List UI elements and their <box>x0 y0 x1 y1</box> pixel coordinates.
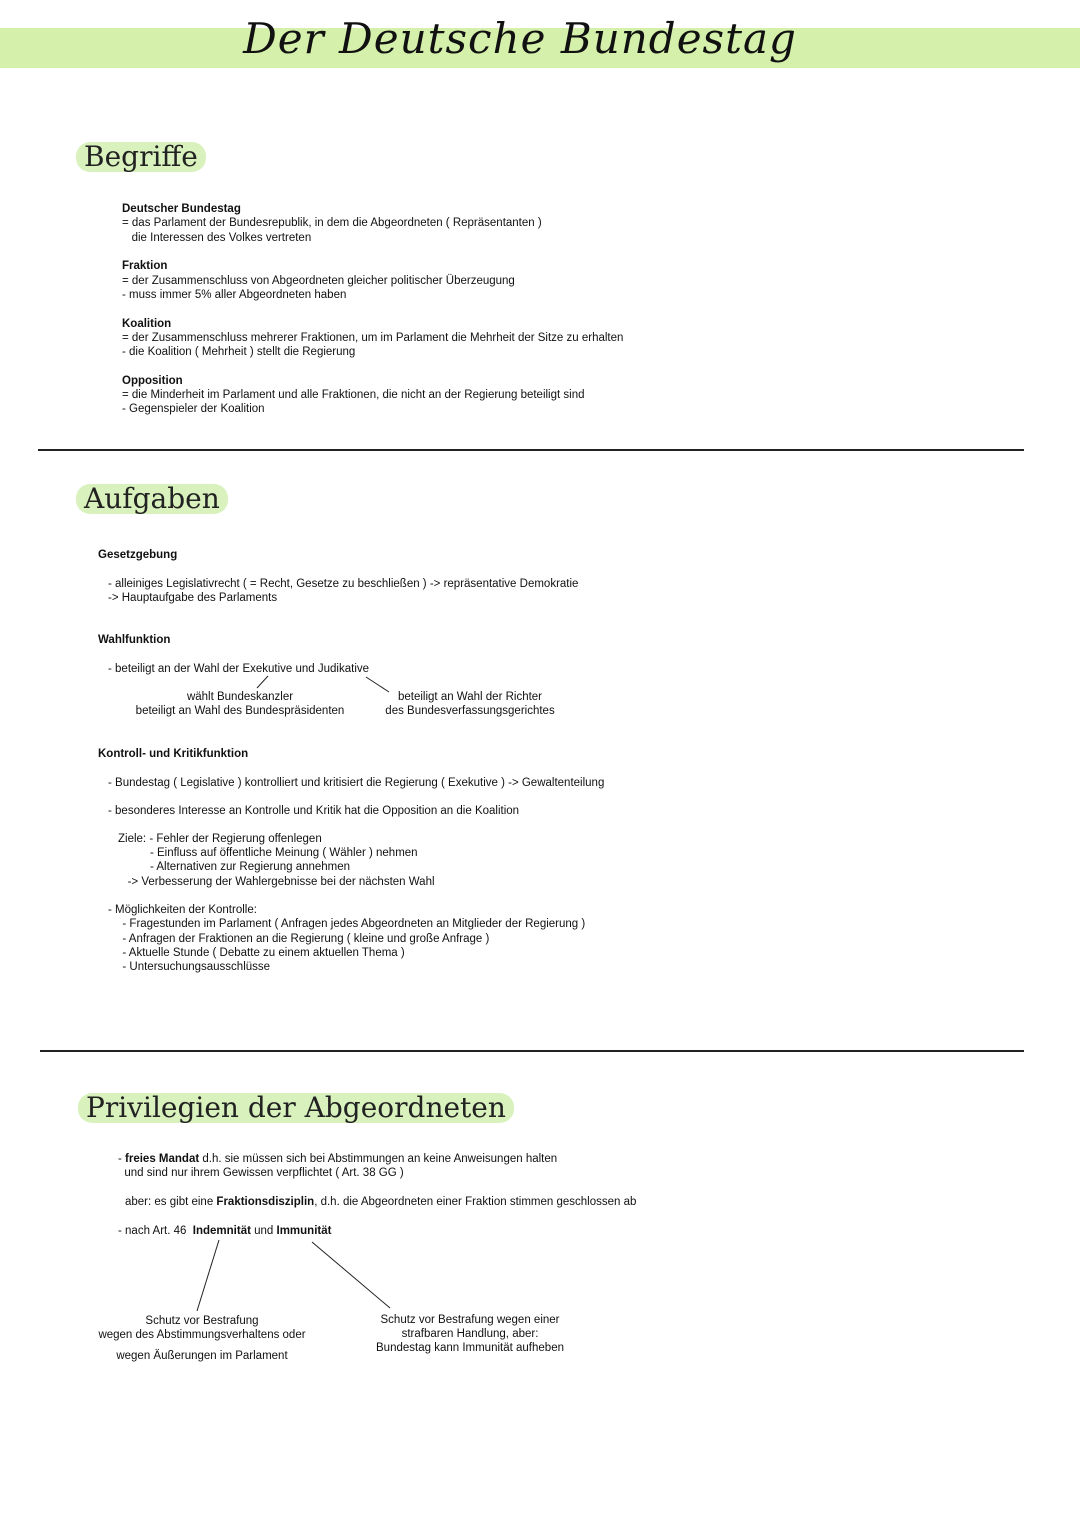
branch-left-line: wählt Bundeskanzler <box>186 691 294 703</box>
text-line: - Bundestag ( Legislative ) kontrolliert und kritisiert die Regierung ( Exekutive ) -> Gewaltenteilung <box>108 777 605 789</box>
mandat-line: - freies Mandat d.h. sie müssen sich bei Abstimmungen an keine Anweisungen halten <box>118 1153 558 1165</box>
kontrolle-line: - Möglichkeiten der Kontrolle: <box>108 904 257 916</box>
term-koalition: Koalition <box>122 318 172 330</box>
ziele-line: Ziele: - Fehler der Regierung offenlegen <box>118 833 322 845</box>
definition-line: = die Minderheit im Parlament und alle Fraktionen, die nicht an der Regierung beteiligt sind <box>122 389 585 401</box>
text-line: - beteiligt an der Wahl der Exekutive und Judikative <box>108 663 370 675</box>
text-line: - alleiniges Legislativrecht ( = Recht, Gesetze zu beschließen ) -> repräsentative Demokratie <box>108 578 579 590</box>
immunitaet-text: Schutz vor Bestrafung wegen einer <box>380 1314 560 1326</box>
kontrolle-line: - Aktuelle Stunde ( Debatte zu einem aktuellen Thema ) <box>116 947 405 959</box>
term-fraktion: Fraktion <box>122 260 168 272</box>
aber-line: aber: es gibt eine Fraktionsdisziplin, d.h. die Abgeordneten einer Fraktion stimmen geschlossen ab <box>125 1196 637 1208</box>
term-indemnitaet: Indemnität <box>192 1225 251 1237</box>
indemnitaet-text: Schutz vor Bestrafung <box>145 1315 259 1327</box>
immunitaet-text: Bundestag kann Immunität aufheben <box>376 1342 564 1354</box>
definition-line: die Interessen des Volkes vertreten <box>122 232 312 244</box>
text-line: -> Hauptaufgabe des Parlaments <box>108 592 278 604</box>
definition-line: - muss immer 5% aller Abgeordneten haben <box>122 289 347 301</box>
term-fraktionsdisziplin: Fraktionsdisziplin <box>216 1196 315 1208</box>
branch-left-line: beteiligt an Wahl des Bundespräsidenten <box>135 705 345 717</box>
connector-line <box>312 1242 390 1308</box>
connector-line <box>366 677 389 692</box>
term-opposition: Opposition <box>122 375 183 387</box>
subheading-kontrolle: Kontroll- und Kritikfunktion <box>98 748 249 760</box>
term-bundestag: Deutscher Bundestag <box>122 203 241 215</box>
heading-aufgaben: Aufgaben <box>76 484 228 514</box>
immunitaet-text: strafbaren Handlung, aber: <box>401 1328 539 1340</box>
subheading-wahlfunktion: Wahlfunktion <box>98 634 171 646</box>
ziele-line: - Alternativen zur Regierung annehmen <box>118 861 351 873</box>
text-line: - besonderes Interesse an Kontrolle und Kritik hat die Opposition an die Koalition <box>108 805 520 817</box>
connector-line <box>197 1240 219 1311</box>
ziele-line: - Einfluss auf öffentliche Meinung ( Wähler ) nehmen <box>118 847 418 859</box>
connector-line <box>257 676 268 688</box>
heading-privilegien: Privilegien der Abgeordneten <box>78 1093 514 1123</box>
heading-begriffe: Begriffe <box>76 142 206 172</box>
ziele-line: -> Verbesserung der Wahlergebnisse bei der nächsten Wahl <box>118 876 435 888</box>
art46-line: - nach Art. 46 Indemnität und Immunität <box>118 1225 332 1237</box>
page-title: Der Deutsche Bundestag <box>243 14 797 63</box>
definition-line: = der Zusammenschluss mehrerer Fraktionen, um im Parlament die Mehrheit der Sitze zu erhalten <box>122 332 624 344</box>
branch-right-line: beteiligt an Wahl der Richter <box>397 691 543 703</box>
mandat-line: und sind nur ihrem Gewissen verpflichtet ( Art. 38 GG ) <box>118 1167 404 1179</box>
definition-line: = das Parlament der Bundesrepublik, in dem die Abgeordneten ( Repräsentanten ) <box>122 217 542 229</box>
kontrolle-line: - Fragestunden im Parlament ( Anfragen jedes Abgeordneten an Mitglieder der Regierung ) <box>116 918 586 930</box>
definition-line: - die Koalition ( Mehrheit ) stellt die Regierung <box>122 346 356 358</box>
subheading-gesetzgebung: Gesetzgebung <box>98 549 178 561</box>
definition-line: = der Zusammenschluss von Abgeordneten gleicher politischer Überzeugung <box>122 275 515 287</box>
term-freies-mandat: freies Mandat <box>125 1153 200 1165</box>
kontrolle-line: - Anfragen der Fraktionen an die Regierung ( kleine und große Anfrage ) <box>116 933 490 945</box>
kontrolle-line: - Untersuchungsausschlüsse <box>116 961 271 973</box>
branch-right-line: des Bundesverfassungsgerichtes <box>385 705 555 717</box>
indemnitaet-text: wegen Äußerungen im Parlament <box>116 1350 288 1362</box>
term-immunitaet: Immunität <box>276 1225 332 1237</box>
definition-line: - Gegenspieler der Koalition <box>122 403 265 415</box>
indemnitaet-text: wegen des Abstimmungsverhaltens oder <box>98 1329 306 1341</box>
